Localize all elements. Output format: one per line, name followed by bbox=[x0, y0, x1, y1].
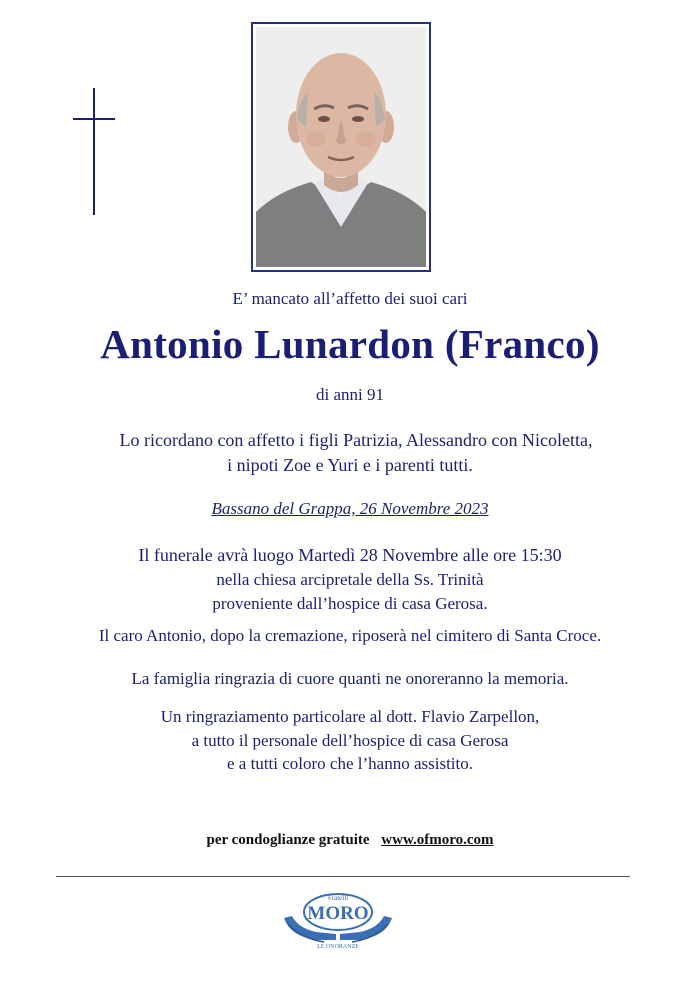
logo-bottom-text: LE ONORANZE bbox=[317, 944, 359, 950]
divider-line bbox=[56, 876, 630, 877]
funeral-line: nella chiesa arcipretale della Ss. Trinità bbox=[216, 570, 484, 589]
intro-text: E’ mancato all’affetto dei suoi cari bbox=[232, 289, 468, 308]
remembrance-line: i nipoti Zoe e Yuri e i parenti tutti. bbox=[227, 455, 473, 475]
funeral-line: proveniente dall’hospice di casa Gerosa. bbox=[212, 594, 488, 613]
deceased-name: Antonio Lunardon (Franco) bbox=[100, 321, 600, 367]
portrait-frame bbox=[251, 22, 431, 272]
condolences-line bbox=[0, 832, 700, 849]
place-date-text: Bassano del Grappa, 26 Novembre 2023 bbox=[211, 499, 489, 518]
acknowledgement-line: Un ringraziamento particolare al dott. Flavio Zarpellon, bbox=[160, 707, 540, 726]
moro-logo-graphic bbox=[280, 888, 396, 950]
funeral-home-logo bbox=[280, 888, 396, 950]
logo-top-text: Fratelli bbox=[327, 894, 349, 902]
age-text: di anni 91 bbox=[316, 385, 384, 404]
portrait-illustration bbox=[256, 27, 426, 267]
acknowledgement-line: e a tutti coloro che l’hanno assistito. bbox=[227, 754, 473, 773]
condolences-label: per condoglianze gratuite bbox=[206, 832, 370, 848]
place-date bbox=[0, 499, 700, 519]
portrait-photo bbox=[256, 27, 426, 267]
cross-horizontal-bar bbox=[73, 118, 115, 120]
condolences-link[interactable]: www.ofmoro.com bbox=[381, 832, 494, 848]
funeral-line: Il funerale avrà luogo Martedì 28 Novembre alle ore 15:30 bbox=[138, 545, 562, 565]
acknowledgement-line: a tutto il personale dell’hospice di casa Gerosa bbox=[191, 731, 509, 750]
remembrance-line: Lo ricordano con affetto i figli Patrizia, Alessandro con Nicoletta, bbox=[119, 430, 593, 450]
cross-vertical-bar bbox=[93, 88, 95, 215]
resting-place-text: Il caro Antonio, dopo la cremazione, riposerà nel cimitero di Santa Croce. bbox=[98, 626, 602, 645]
logo-name-text: MORO bbox=[307, 903, 369, 924]
family-thanks-text: La famiglia ringrazia di cuore quanti ne onoreranno la memoria. bbox=[131, 669, 569, 688]
